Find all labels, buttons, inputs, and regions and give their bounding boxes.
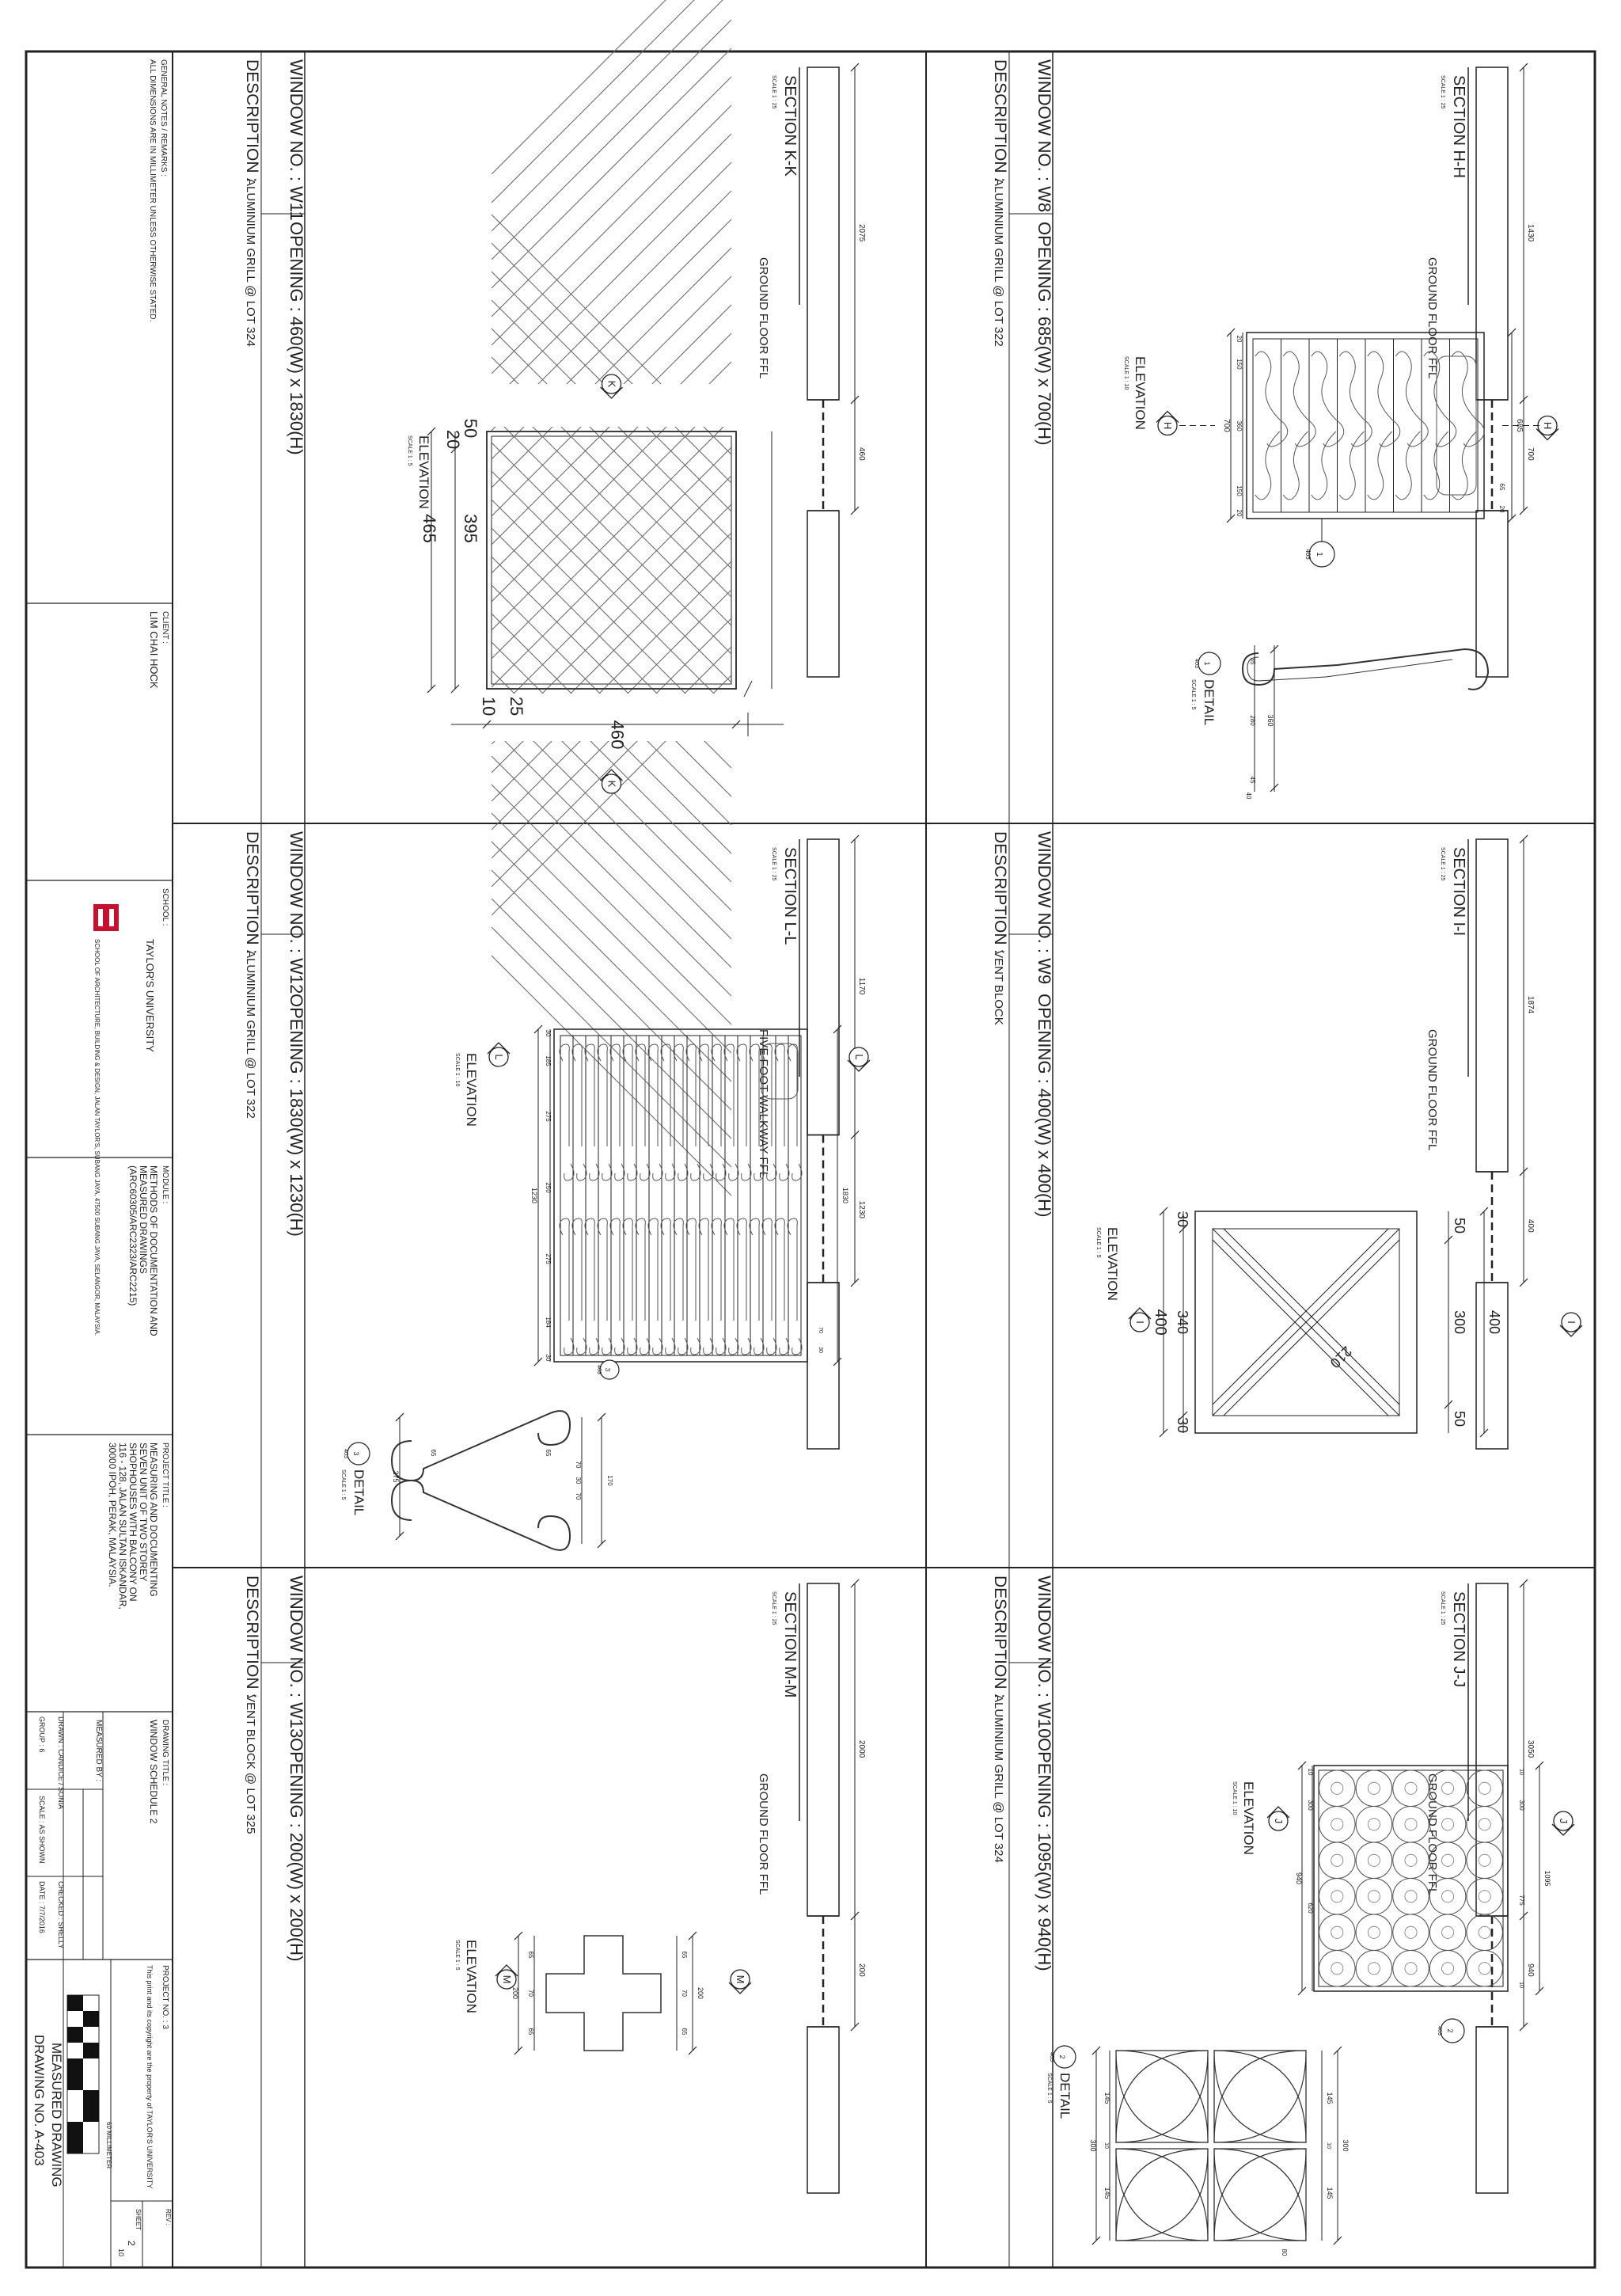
drawing-type: MEASURED DRAWING <box>49 2043 64 2188</box>
scroll-ornament <box>1339 431 1364 500</box>
window-panel-w13 <box>243 1576 866 2193</box>
school-logo-text: TAYLOR'S UNIVERSITY <box>144 939 156 1052</box>
scale: SCALE : AS SHOWN <box>38 1796 46 1864</box>
elevation-dimension: 65 <box>1498 483 1505 491</box>
elevation-dimension: 20 <box>1236 509 1243 517</box>
checked-by: CHECKED : SHELLY <box>57 1881 65 1949</box>
scroll-ornament <box>1368 431 1392 500</box>
section-dimension: 1874 <box>1526 996 1535 1014</box>
description-label: DESCRIPTION : <box>991 59 1009 183</box>
description-label: DESCRIPTION : <box>243 1576 261 1699</box>
detail-callout-sheet: 403 <box>1304 549 1312 560</box>
detail-callout-no: 2 <box>1446 2028 1454 2033</box>
elevation-dimension: 395 <box>461 514 480 543</box>
elevation-dimension: 30 <box>545 1029 552 1037</box>
elevation-dimension: 1095 <box>1543 1870 1551 1887</box>
scroll-ornament <box>1395 352 1428 447</box>
section-marker-l <box>848 1047 870 1071</box>
svg-text:M: M <box>735 1975 746 1984</box>
elevation-title: ELEVATION <box>464 1940 479 2013</box>
w10-elevation <box>1046 1762 1574 2256</box>
ffl-label: GROUND FLOOR FFL <box>757 257 770 379</box>
detail-dimension: 70 <box>575 1492 582 1500</box>
detail-dimension: 45 <box>1249 776 1256 784</box>
scroll-ornament <box>1312 352 1344 447</box>
elevation-dimension: 200 <box>697 1986 704 2000</box>
svg-text:I: I <box>1134 1321 1146 1324</box>
project-line: 116 - 128, JALAN SULTAN ISKANDAR, <box>117 1443 128 1610</box>
w11-elevation <box>407 0 784 1196</box>
ffl-label: GROUND FLOOR FFL <box>1425 1029 1439 1151</box>
drawing-title-label: DRAWING TITLE : <box>161 1720 169 1786</box>
module-label: MODULE : <box>161 1165 169 1204</box>
description-label: DESCRIPTION : <box>991 1576 1009 1699</box>
detail-dimension: 10 <box>1326 2142 1331 2149</box>
elevation-dimension: 685 <box>1515 419 1524 432</box>
elevation-dimension: 20 <box>1236 335 1243 343</box>
opening-size: OPENING : 1830(W) x 1230(H) <box>287 994 306 1237</box>
scale-bar <box>67 1995 99 2153</box>
scroll-ornament <box>1312 431 1336 500</box>
svg-text:K: K <box>606 380 618 388</box>
detail-title-no: 3 <box>352 1451 360 1456</box>
window-panel-w9 <box>991 831 1535 1449</box>
svg-text:I: I <box>1566 1321 1577 1324</box>
description-value: ALUMINIUM GRILL @ LOT 324 <box>992 1694 1005 1863</box>
section-marker-h <box>1156 412 1179 435</box>
general-notes-text: ALL DIMENSIONS ARE IN MILLIMETER UNLESS OTHERWISE STATED. <box>148 59 157 322</box>
detail-title: DETAIL <box>351 1469 366 1516</box>
elevation-scale: SCALE 1 : 5 <box>454 1940 460 1971</box>
elevation-dimension: 50 <box>1452 1217 1467 1234</box>
elevation-scale: SCALE 1 : 5 <box>1095 1227 1101 1258</box>
section-dimension: 1430 <box>1526 224 1535 242</box>
drawing-content <box>32 0 1582 2256</box>
detail-dimension: 70 <box>575 1461 582 1469</box>
elevation-dimension: 70 <box>818 1327 823 1333</box>
section-marker-i <box>1560 1313 1582 1336</box>
section-dimension: 700 <box>1526 447 1535 461</box>
section-marker-l <box>488 1043 510 1066</box>
scroll-ornament <box>1283 431 1308 500</box>
detail-dimension: 145 <box>1326 2187 1334 2199</box>
description-label: DESCRIPTION : <box>243 59 261 183</box>
elevation-dimension: 30 <box>818 1347 823 1353</box>
w12-elevation <box>340 1025 870 1550</box>
detail-dimension: 65 <box>545 1449 552 1457</box>
elevation-dimension: 185 <box>545 1055 552 1066</box>
elevation-title: ELEVATION <box>464 1053 479 1127</box>
detail-title: DETAIL <box>1202 679 1217 726</box>
w13-elevation <box>454 1932 751 2055</box>
section-dimension: 200 <box>857 1963 866 1977</box>
elevation-dimension: 70 <box>527 1990 534 1997</box>
scroll-ornament <box>1368 352 1400 447</box>
w9-elevation <box>1095 1207 1582 1437</box>
elevation-dimension: 65 <box>681 1951 688 1959</box>
detail-dimension: 35 <box>1249 657 1256 665</box>
w8-elevation <box>1123 329 1558 800</box>
svg-text:L: L <box>493 1054 505 1060</box>
section-marker-m <box>495 1965 518 1989</box>
description-value: VENT BLOCK @ LOT 325 <box>244 1694 257 1834</box>
elevation-scale: SCALE 1 : 10 <box>454 1053 460 1087</box>
detail-callout-no: 3 <box>604 1367 611 1372</box>
section-title: SECTION J-J <box>1450 1591 1467 1688</box>
detail-dimension: 145 <box>1326 2092 1334 2104</box>
elevation-dimension: 184 <box>545 1317 552 1328</box>
elevation-dimension: 1230 <box>530 1187 538 1204</box>
project-line: SHOPHOUSES WITH BALCONY ON <box>127 1443 139 1602</box>
elevation-dimension: 275 <box>545 1111 552 1122</box>
svg-text:J: J <box>1558 1818 1570 1824</box>
opening-size: OPENING : 1095(W) x 940(H) <box>1034 1738 1054 1971</box>
university-logo <box>93 904 119 931</box>
client-name: LIM CHAI HOCK <box>148 611 160 689</box>
section-dimension: 460 <box>857 447 866 461</box>
wall-section <box>1476 511 1508 677</box>
svg-text:L: L <box>853 1054 865 1060</box>
section-dimension: 1170 <box>857 977 866 995</box>
window-number: WINDOW NO. : W9 <box>1034 831 1054 985</box>
window-number: WINDOW NO. : W13 <box>287 1576 306 1739</box>
w12-detail <box>340 1411 613 1550</box>
detail-scale: SCALE 1 : 5 <box>340 1469 346 1500</box>
ffl-label: GROUND FLOOR FFL <box>1425 1773 1439 1895</box>
detail-dimension: 145 <box>1103 2187 1111 2199</box>
detail-dimension: 145 <box>1103 2092 1111 2104</box>
elevation-dimension: 30 <box>1175 1211 1190 1228</box>
detail-callout <box>1437 356 1476 495</box>
wall-section <box>1476 839 1508 1172</box>
opening-size: OPENING : 460(W) x 1830(H) <box>287 222 306 455</box>
description-value: ALUMINIUM GRILL @ LOT 322 <box>992 178 1005 347</box>
detail-title: DETAIL <box>1057 2073 1072 2119</box>
project-label: PROJECT TITLE : <box>161 1443 169 1507</box>
section-title: SECTION K-K <box>781 75 799 177</box>
section-marker-j <box>1552 1811 1574 1835</box>
section-dimension: 3050 <box>1526 1740 1535 1758</box>
elevation-dimension: 20 <box>443 429 463 450</box>
svg-text:H: H <box>1162 421 1174 430</box>
scroll-ornament <box>1339 352 1372 447</box>
section-scale: SCALE 1 : 25 <box>771 847 776 881</box>
detail-dimension: 275 <box>392 1470 400 1483</box>
detail-title-no: 1 <box>1203 661 1211 666</box>
svg-text:J: J <box>1273 1818 1285 1824</box>
window-number: WINDOW NO. : W8 <box>1034 59 1054 213</box>
wall-section <box>807 67 839 400</box>
section-title: SECTION L-L <box>781 847 799 945</box>
elevation-dimension: 20 <box>1498 505 1505 513</box>
wall-section <box>807 1583 839 1916</box>
description-label: DESCRIPTION : <box>991 831 1009 955</box>
elevation-scale: SCALE 1 : 10 <box>1123 356 1129 390</box>
elevation-dimension: 65 <box>681 2028 688 2036</box>
scale-bar-unit: 60 MILLIMETER <box>105 2122 112 2169</box>
section-dimension: 2000 <box>857 1740 866 1758</box>
elevation-dimension: 10 <box>1518 1769 1524 1775</box>
opening-size: OPENING : 200(W) x 200(H) <box>287 1738 306 1962</box>
ffl-label: GROUND FLOOR FFL <box>757 1773 770 1895</box>
elevation-dimension: 50 <box>1452 1410 1467 1427</box>
section-marker-m <box>729 1970 751 1994</box>
detail-dimension: 170 <box>606 1475 613 1486</box>
elevation-dimension: 300 <box>1518 1800 1525 1811</box>
detail-tile <box>1214 2051 1306 2142</box>
detail-title-sheet: 403 <box>1194 659 1199 668</box>
project-line: MEASURING AND DOCUMENTING <box>148 1443 159 1597</box>
wall-section <box>807 2027 839 2193</box>
elevation-dimension: 65 <box>527 2028 534 2036</box>
module-line: (ARC60305/ARC2323/ARC2215) <box>127 1165 139 1306</box>
school-address: SCHOOL OF ARCHITECTURE, BUILDING & DESIGN, JALAN TAYLOR'S, SUBANG JAYA, 47500 SUBANG JAYA, SELANGOR, MALAYSIA. <box>93 939 101 1336</box>
window-number: WINDOW NO. : W12 <box>287 831 306 994</box>
detail-dimension: 280 <box>1249 715 1256 726</box>
elevation-dimension: 300 <box>1307 1800 1314 1811</box>
date: DATE : 7/7/2016 <box>38 1881 46 1933</box>
elevation-dimension: 465 <box>419 514 439 543</box>
elevation-scale: SCALE 1 : 10 <box>1232 1781 1237 1815</box>
elevation-dimension: 10 <box>479 696 499 717</box>
section-dimension: 400 <box>1526 1219 1535 1233</box>
scroll-ornament <box>1255 431 1280 500</box>
detail-callout-sheet: 403 <box>1437 2026 1442 2036</box>
elevation-dimension: 400 <box>1152 1309 1169 1336</box>
scroll-ornament <box>1452 431 1476 500</box>
wall-section <box>1476 67 1508 400</box>
opening-size: OPENING : 685(W) x 700(H) <box>1034 222 1054 446</box>
elevation-dimension: 70 <box>681 1990 688 1997</box>
elevation-dimension: 775 <box>1518 1895 1525 1906</box>
section-scale: SCALE 1 : 25 <box>771 75 776 109</box>
elevation-title: ELEVATION <box>416 435 431 509</box>
svg-text:M: M <box>501 1975 513 1984</box>
copyright-note: This print and its copyright are the property of TAYLOR'S UNIVERSITY <box>146 1965 154 2189</box>
w8-detail <box>1190 645 1488 800</box>
section-dimension: 1230 <box>857 1200 866 1218</box>
section-view <box>757 835 866 1449</box>
elevation-dimension: 10 <box>1518 1982 1524 1988</box>
project-line: SEVEN UNIT OF TWO STOREY <box>138 1443 149 1582</box>
description-label: DESCRIPTION : <box>243 831 261 955</box>
drawing-number: DRAWING NO. A-403 <box>32 2035 47 2166</box>
wall-section <box>807 511 839 677</box>
section-scale: SCALE 1 : 25 <box>1440 1591 1445 1625</box>
sheet-total: 10 <box>117 2248 125 2257</box>
detail-title-sheet: 403 <box>343 1449 348 1458</box>
elevation-dimension: 150 <box>1236 485 1243 496</box>
detail-callout-sheet: 403 <box>596 1365 602 1374</box>
svg-text:H: H <box>1542 421 1554 430</box>
wall-section <box>807 839 839 1135</box>
general-notes-label: GENERAL NOTES / REMARKS : <box>159 59 168 177</box>
module-line: MEASURED DRAWINGS <box>138 1165 149 1274</box>
elevation-dimension: 30 <box>545 1354 552 1362</box>
project-line: 30000 IPOH, PERAK, MALAYSIA. <box>107 1443 118 1587</box>
window-number: WINDOW NO. : W11 <box>287 59 306 221</box>
section-title: SECTION H-H <box>1450 75 1467 178</box>
section-scale: SCALE 1 : 25 <box>1440 847 1445 881</box>
elevation-dimension: 65 <box>527 1951 534 1959</box>
elevation-dimension: 50 <box>461 418 480 439</box>
description-value: ALUMINIUM GRILL @ LOT 322 <box>244 950 257 1119</box>
detail-tile <box>1116 2051 1208 2142</box>
elevation-dimension: 200 <box>511 1986 519 2000</box>
elevation-dimension: 1830 <box>841 1187 849 1204</box>
detail-dimension: 10 <box>1103 2142 1109 2149</box>
elevation-dimension: 620 <box>1307 1903 1314 1914</box>
elevation-dimension: 275 <box>545 1253 552 1264</box>
elevation-dimension: 150 <box>1236 359 1243 370</box>
drawn-by: DRAWN : CANDICE / SONIA <box>57 1716 65 1810</box>
scroll-ornament <box>1255 352 1288 447</box>
elevation-dimension: 10 <box>1307 1768 1314 1776</box>
ffl-label: GROUND FLOOR FFL <box>1425 257 1439 379</box>
elevation-dimension: 300 <box>1452 1310 1467 1335</box>
module-line: METHODS OF DOCUMENTATION AND <box>148 1165 159 1336</box>
elevation-dimension: 400 <box>1486 1310 1502 1335</box>
panel-grid <box>173 51 1595 2267</box>
elevation-dimension: 30 <box>1175 1416 1190 1434</box>
elevation-dimension: 250 <box>545 1182 552 1193</box>
elevation-dimension: 210 <box>1327 1343 1355 1371</box>
opening-size: OPENING : 400(W) x 400(H) <box>1034 994 1054 1218</box>
svg-text:K: K <box>606 780 618 788</box>
detail-callout-no: 1 <box>1315 552 1323 557</box>
detail-tile <box>1214 2149 1306 2241</box>
school-label: SCHOOL : <box>161 888 169 926</box>
detail-scale: SCALE 1 : 5 <box>1190 679 1196 710</box>
section-scale: SCALE 1 : 25 <box>1440 75 1445 109</box>
detail-dimension: 80 <box>1281 2248 1288 2256</box>
section-view <box>1425 835 1535 1449</box>
scroll-ornament <box>1283 352 1315 447</box>
section-view <box>1425 1579 1535 2193</box>
sheet-no: 2 <box>126 2241 137 2246</box>
detail-dimension: 30 <box>575 1477 582 1484</box>
detail-dimension: 360 <box>1266 714 1274 727</box>
wall-section <box>1476 1283 1508 1449</box>
client-label: CLIENT : <box>161 611 169 644</box>
section-marker-i <box>1129 1308 1151 1332</box>
elevation-dimension: 25 <box>507 696 526 717</box>
detail-dimension: 40 <box>1245 792 1252 800</box>
wall-section <box>1476 2027 1508 2193</box>
section-dimension: 940 <box>1526 1963 1535 1977</box>
detail-scale: SCALE 1 : 5 <box>1046 2073 1052 2104</box>
sheet-label: SHEET <box>135 2209 142 2230</box>
description-value: VENT BLOCK <box>992 950 1005 1025</box>
elevation-title: ELEVATION <box>1105 1227 1120 1301</box>
elevation-dimension: 940 <box>1295 1872 1303 1885</box>
rev-label: REV : <box>165 2209 172 2226</box>
detail-title-sheet: 403 <box>1049 2052 1054 2062</box>
window-number: WINDOW NO. : W10 <box>1034 1576 1054 1739</box>
wall-section <box>807 1283 839 1449</box>
elevation-title: ELEVATION <box>1241 1781 1256 1855</box>
detail-title-no: 2 <box>1058 2055 1066 2059</box>
elevation-dimension: 360 <box>1236 420 1243 431</box>
elevation-dimension: 340 <box>1175 1310 1190 1335</box>
description-value: ALUMINIUM GRILL @ LOT 324 <box>244 178 257 347</box>
section-view <box>757 1579 866 2193</box>
detail-dimension: 300 <box>1342 2139 1350 2152</box>
detail-dimension: 300 <box>1089 2139 1097 2152</box>
elevation-scale: SCALE 1 : 5 <box>407 435 412 466</box>
measured-by-label: MEASURED BY : <box>94 1720 103 1782</box>
section-scale: SCALE 1 : 25 <box>771 1591 776 1625</box>
project-no: PROJECT NO. : 3 <box>161 1965 169 2029</box>
detail-dimension: 65 <box>430 1449 437 1457</box>
w10-detail <box>1046 2046 1350 2256</box>
scroll-ornament <box>1424 431 1448 500</box>
elevation-dimension: 460 <box>607 720 628 750</box>
scroll-ornament <box>1452 352 1484 447</box>
section-title: SECTION I-I <box>1450 847 1467 937</box>
scroll-ornament <box>1395 431 1420 500</box>
group-no: GROUP : 6 <box>38 1716 46 1753</box>
section-view <box>1425 63 1535 677</box>
ffl-label: FIVE FOOT WALKWAY FFL <box>757 1029 770 1179</box>
elevation-title: ELEVATION <box>1133 356 1148 430</box>
section-marker-j <box>1267 1807 1289 1830</box>
section-title: SECTION M-M <box>781 1591 799 1698</box>
section-dimension: 2075 <box>857 224 866 242</box>
section-marker-h <box>1536 416 1558 440</box>
cross-vent-outline <box>546 1936 661 2051</box>
drawing-title: WINDOW SCHEDULE 2 <box>148 1720 159 1824</box>
window-panel-w8 <box>991 59 1535 677</box>
section-marker-k <box>601 770 623 793</box>
elevation-dimension: 700 <box>1222 419 1231 432</box>
detail-tile <box>1116 2149 1208 2241</box>
